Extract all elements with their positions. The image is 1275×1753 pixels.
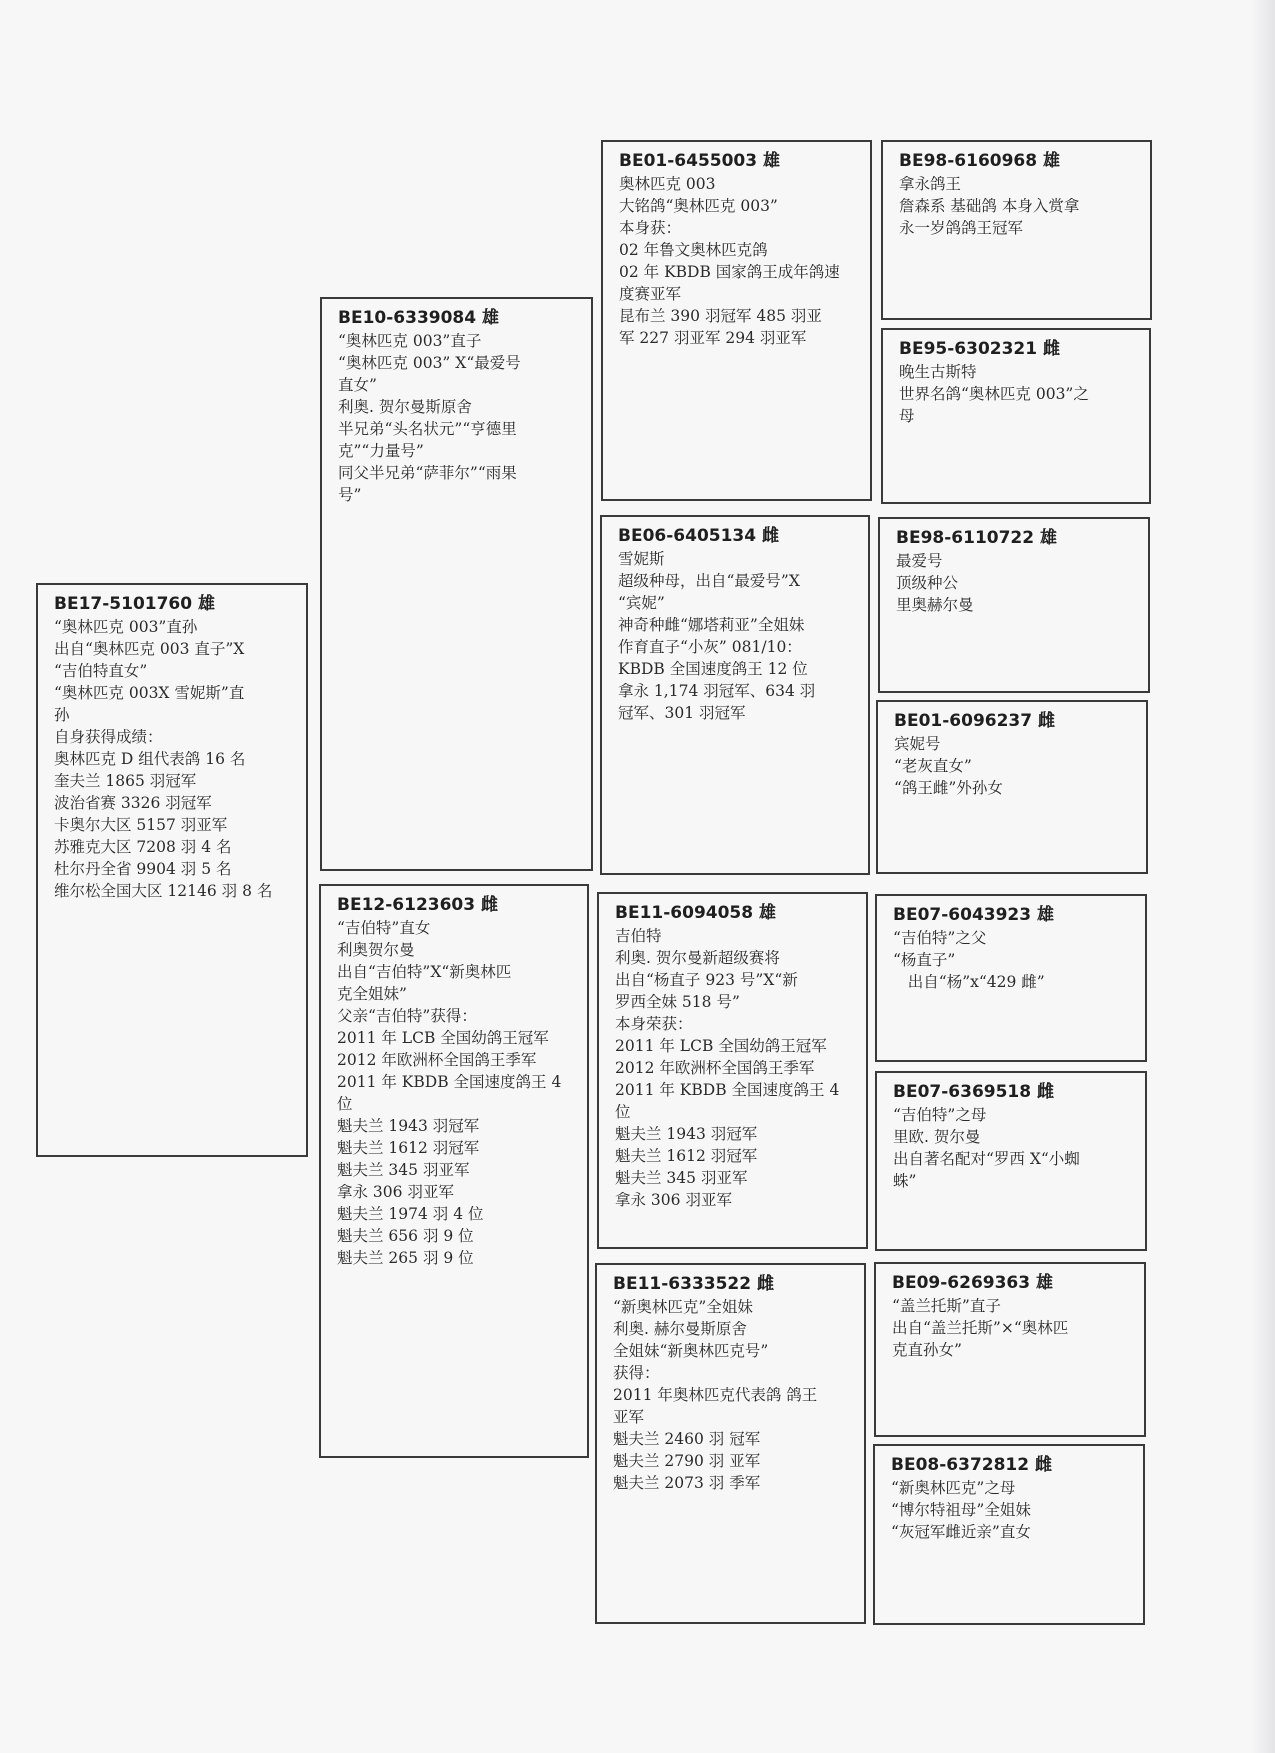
info-line: 本身荣获： — [615, 1015, 693, 1033]
info-line: 利奥. 贺尔曼斯原舍 — [338, 398, 472, 416]
info-line: 奎夫兰 1865 羽冠军 — [54, 772, 197, 790]
info-line: “新奥林匹克”之母 — [891, 1479, 1016, 1497]
pedigree-box-dam-sire — [597, 892, 868, 1249]
pedigree-box-sire-dam-dam — [876, 700, 1148, 874]
info-line: 拿永鸽王 — [899, 175, 962, 193]
info-line: 位 — [615, 1103, 631, 1121]
info-line: “新奥林匹克”全姐妹 — [613, 1298, 753, 1316]
info-line: 度赛亚军 — [619, 285, 682, 303]
info-line: “灰冠军雌近亲”直女 — [891, 1523, 1031, 1541]
info-line: 魁夫兰 345 羽亚军 — [337, 1161, 470, 1179]
info-line: “吉伯特”之父 — [893, 929, 987, 947]
pedigree-box-dam-dam — [595, 1263, 866, 1624]
info-line: 2012 年欧洲杯全国鸽王季军 — [615, 1059, 815, 1077]
info-line: KBDB 全国速度鸽王 12 位 — [618, 660, 808, 678]
info-line: 魁夫兰 345 羽亚军 — [615, 1169, 748, 1187]
info-line: 魁夫兰 1612 羽冠军 — [615, 1147, 758, 1165]
info-line: 2011 年奥林匹克代表鸽 鸽王 — [613, 1386, 818, 1404]
info-line: 全姐妹“新奥林匹克号” — [613, 1342, 769, 1360]
ring-number: BE07-6369518 雌 — [893, 1082, 1055, 1102]
info-line: 大铭鸽“奥林匹克 003” — [619, 197, 778, 215]
info-line: 出自“盖兰托斯”×“奥林匹 — [892, 1319, 1069, 1337]
info-line: 本身获： — [619, 219, 682, 237]
info-line: 母 — [899, 407, 915, 425]
info-line: 最爱号 — [896, 552, 943, 570]
info-line: 出自“奥林匹克 003 直子”X — [54, 640, 245, 658]
ring-number: BE09-6269363 雄 — [892, 1273, 1054, 1293]
info-line: 奥林匹克 003 — [619, 175, 716, 193]
pedigree-box-dam — [319, 884, 589, 1458]
info-line: 直女” — [338, 376, 377, 394]
info-line: 获得： — [613, 1364, 660, 1382]
info-line: 02 年 KBDB 国家鸽王成年鸽速 — [619, 263, 840, 281]
info-line: 2011 年 KBDB 全国速度鸽王 4 — [337, 1073, 562, 1091]
ring-number: BE12-6123603 雌 — [337, 895, 499, 915]
info-line: 2011 年 LCB 全国幼鸽王冠军 — [615, 1037, 827, 1055]
info-line: 作育直子“小灰” 081/10： — [618, 638, 802, 656]
info-line: 魁夫兰 265 羽 9 位 — [337, 1249, 474, 1267]
info-line: 02 年鲁文奥林匹克鸽 — [619, 241, 768, 259]
ring-number: BE98-6110722 雄 — [896, 528, 1058, 548]
info-line: 卡奥尔大区 5157 羽亚军 — [54, 816, 228, 834]
info-line: 冠军、301 羽冠军 — [618, 704, 746, 722]
info-line: 詹森系 基础鸽 本身入赏拿 — [899, 197, 1080, 215]
info-line: 父亲“吉伯特”获得： — [337, 1007, 477, 1025]
pedigree-box-sire-sire-dam — [881, 328, 1151, 504]
info-line: 2011 年 KBDB 全国速度鸽王 4 — [615, 1081, 840, 1099]
info-line: “吉伯特”之母 — [893, 1106, 987, 1124]
info-line: 魁夫兰 1612 羽冠军 — [337, 1139, 480, 1157]
info-line: 拿永 306 羽亚军 — [615, 1191, 732, 1209]
info-line: “奥林匹克 003”直子 — [338, 332, 482, 350]
info-line: 2011 年 LCB 全国幼鸽王冠军 — [337, 1029, 549, 1047]
ring-number: BE01-6455003 雄 — [619, 151, 781, 171]
info-line: 孙 — [54, 706, 70, 724]
ring-number: BE10-6339084 雄 — [338, 308, 500, 328]
info-line: 里欧. 贺尔曼 — [893, 1128, 981, 1146]
info-line: 利奥贺尔曼 — [337, 941, 415, 959]
info-line: 苏雅克大区 7208 羽 4 名 — [54, 838, 232, 856]
info-line: 克直孙女” — [892, 1341, 962, 1359]
info-line: 拿永 1,174 羽冠军、634 羽 — [618, 682, 816, 700]
info-line: 昆布兰 390 羽冠军 485 羽亚 — [619, 307, 822, 325]
info-line: “博尔特祖母”全姐妹 — [891, 1501, 1031, 1519]
info-line: 克全姐妹” — [337, 985, 407, 1003]
pedigree-box-dam-dam-dam — [873, 1444, 1145, 1625]
info-line: 出自“杨”x“429 雌” — [893, 973, 1045, 991]
info-line: 出自“吉伯特”X“新奥林匹 — [337, 963, 512, 981]
info-line: 号” — [338, 486, 362, 504]
info-line: 拿永 306 羽亚军 — [337, 1183, 454, 1201]
info-line: 永一岁鸽鸽王冠军 — [899, 219, 1024, 237]
info-line: 魁夫兰 2460 羽 冠军 — [613, 1430, 761, 1448]
pedigree-box-dam-dam-sire — [874, 1262, 1146, 1437]
info-line: 2012 年欧洲杯全国鸽王季军 — [337, 1051, 537, 1069]
info-line: 世界名鸽“奥林匹克 003”之 — [899, 385, 1089, 403]
info-line: “奥林匹克 003”直孙 — [54, 618, 198, 636]
info-line: “奥林匹克 003” X“最爱号 — [338, 354, 521, 372]
info-line: 蛛” — [893, 1172, 917, 1190]
info-line: 奥林匹克 D 组代表鸽 16 名 — [54, 750, 246, 768]
info-line: “杨直子” — [893, 951, 956, 969]
pedigree-box-dam-sire-dam — [875, 1071, 1147, 1251]
info-line: 吉伯特 — [615, 927, 662, 945]
ring-number: BE01-6096237 雌 — [894, 711, 1056, 731]
info-line: 罗西全妹 518 号” — [615, 993, 740, 1011]
ring-number: BE08-6372812 雌 — [891, 1455, 1053, 1475]
info-line: 波治省赛 3326 羽冠军 — [54, 794, 212, 812]
ring-number: BE07-6043923 雄 — [893, 905, 1055, 925]
ring-number: BE06-6405134 雌 — [618, 526, 780, 546]
info-line: “吉伯特”直女 — [337, 919, 431, 937]
info-line: “老灰直女” — [894, 757, 972, 775]
info-line: 克”“力量号” — [338, 442, 424, 460]
info-line: 魁夫兰 1943 羽冠军 — [615, 1125, 758, 1143]
ring-number: BE11-6333522 雌 — [613, 1274, 775, 1294]
info-line: 里奥赫尔曼 — [896, 596, 974, 614]
pedigree-box-sire-dam — [600, 515, 870, 875]
info-line: 维尔松全国大区 12146 羽 8 名 — [54, 882, 273, 900]
info-line: 亚军 — [613, 1408, 645, 1426]
pedigree-box-sire-dam-sire — [878, 517, 1150, 693]
info-line: 魁夫兰 1974 羽 4 位 — [337, 1205, 484, 1223]
info-line: 晚生古斯特 — [899, 363, 977, 381]
info-line: “宾妮” — [618, 594, 665, 612]
pedigree-box-sire-sire — [601, 140, 872, 501]
info-line: 神奇种雌“娜塔莉亚”全姐妹 — [618, 616, 805, 634]
ring-number: BE98-6160968 雄 — [899, 151, 1061, 171]
info-line: 雪妮斯 — [618, 550, 665, 568]
info-line: 出自著名配对“罗西 X“小蜘 — [893, 1150, 1080, 1168]
info-line: “盖兰托斯”直子 — [892, 1297, 1001, 1315]
info-line: 宾妮号 — [894, 735, 941, 753]
info-line: “鸽王雌”外孙女 — [894, 779, 1003, 797]
ring-number: BE11-6094058 雄 — [615, 903, 777, 923]
info-line: 军 227 羽亚军 294 羽亚军 — [619, 329, 807, 347]
info-line: 同父半兄弟“萨菲尔”“雨果 — [338, 464, 517, 482]
info-line: 魁夫兰 2790 羽 亚军 — [613, 1452, 761, 1470]
info-line: 超级种母，出自“最爱号”X — [618, 572, 800, 590]
pedigree-box-self — [36, 583, 308, 1157]
info-line: “奥林匹克 003X 雪妮斯”直 — [54, 684, 245, 702]
info-line: 顶级种公 — [896, 574, 959, 592]
ring-number: BE95-6302321 雌 — [899, 339, 1061, 359]
pedigree-box-sire — [320, 297, 593, 871]
info-line: 魁夫兰 2073 羽 季军 — [613, 1474, 761, 1492]
page-edge — [1251, 0, 1275, 1753]
pedigree-box-dam-sire-sire — [875, 894, 1147, 1062]
info-line: 位 — [337, 1095, 353, 1113]
info-line: 自身获得成绩： — [54, 728, 163, 746]
info-line: 魁夫兰 656 羽 9 位 — [337, 1227, 474, 1245]
ring-number: BE17-5101760 雄 — [54, 594, 216, 614]
info-line: 出自“杨直子 923 号”X“新 — [615, 971, 798, 989]
info-line: 利奥. 贺尔曼新超级赛将 — [615, 949, 780, 967]
info-line: “吉伯特直女” — [54, 662, 148, 680]
info-line: 魁夫兰 1943 羽冠军 — [337, 1117, 480, 1135]
info-line: 利奥. 赫尔曼斯原舍 — [613, 1320, 747, 1338]
pedigree-box-sire-sire-sire — [881, 140, 1152, 320]
info-line: 杜尔丹全省 9904 羽 5 名 — [54, 860, 232, 878]
info-line: 半兄弟“头名状元”“亨德里 — [338, 420, 517, 438]
